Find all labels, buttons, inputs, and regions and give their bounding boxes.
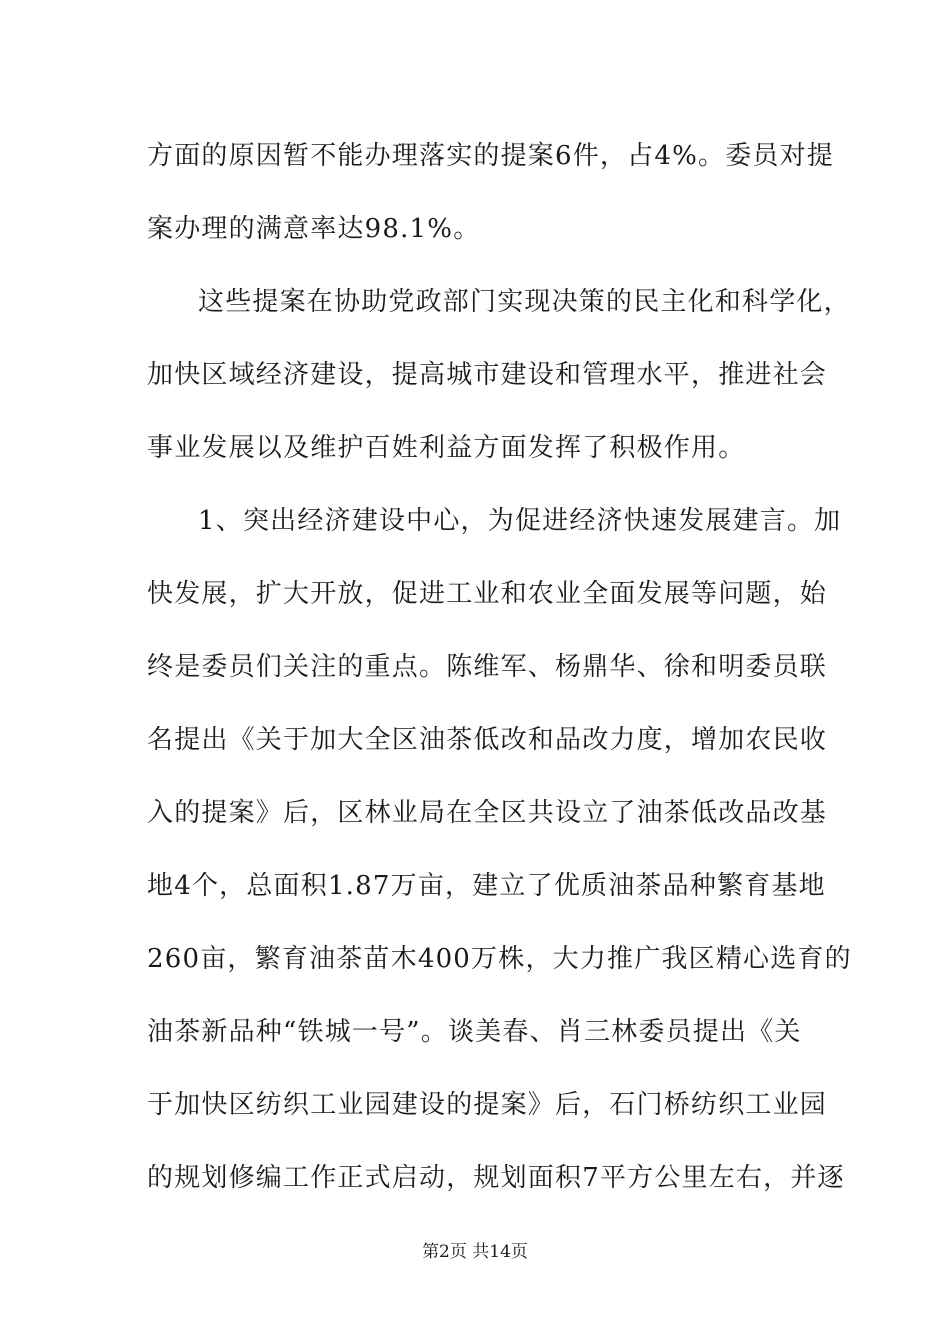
text-line: 油茶新品种“铁城一号”。谈美春、肖三林委员提出《关 (147, 1017, 802, 1047)
paragraph-first-line: 1、突出经济建设中心，为促进经济快速发展建言。加 (198, 506, 842, 536)
text-line: 入的提案》后，区林业局在全区共设立了油茶低改品改基 (147, 798, 828, 828)
text-line: 于加快区纺织工业园建设的提案》后，石门桥纺织工业园 (147, 1090, 828, 1120)
text-line: 名提出《关于加大全区油茶低改和品改力度，增加农民收 (147, 725, 828, 755)
text-line: 260亩，繁育油茶苗木400万株，大力推广我区精心选育的 (147, 944, 852, 974)
text-line: 快发展，扩大开放，促进工业和农业全面发展等问题，始 (147, 579, 828, 609)
text-line: 地4个，总面积1.87万亩，建立了优质油茶品种繁育基地 (147, 871, 826, 901)
paragraph-first-line: 这些提案在协助党政部门实现决策的民主化和科学化， (198, 287, 851, 317)
text-line: 事业发展以及维护百姓利益方面发挥了积极作用。 (147, 433, 746, 463)
text-line: 方面的原因暂不能办理落实的提案6件，占4%。委员对提 (147, 141, 834, 171)
text-line: 终是委员们关注的重点。陈维军、杨鼎华、徐和明委员联 (147, 652, 828, 682)
page-number-footer: 第2页 共14页 (422, 1242, 528, 1262)
text-line: 案办理的满意率达98.1%。 (147, 214, 481, 244)
text-line: 加快区域经济建设，提高城市建设和管理水平，推进社会 (147, 360, 828, 390)
text-line: 的规划修编工作正式启动，规划面积7平方公里左右，并逐 (147, 1163, 845, 1193)
